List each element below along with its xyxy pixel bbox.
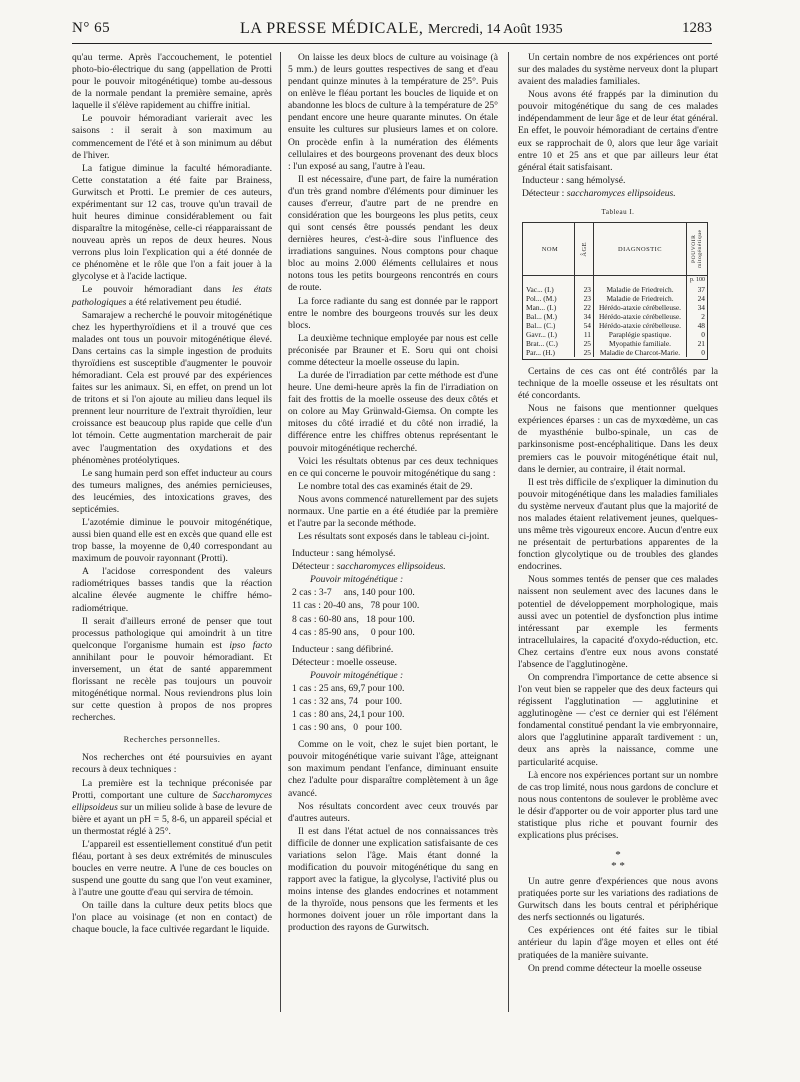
separator-star: * bbox=[615, 849, 621, 862]
text-span: Il serait d'ailleurs erroné de penser que tout processus pathologique qui amoindrit à un titre quelconque l'organisme humain est bbox=[72, 615, 272, 651]
patient-group: (I.) bbox=[544, 285, 554, 295]
table-cell-diagnosis: Maladie de Friedreich. bbox=[593, 285, 686, 294]
paragraph: Nos résultats concordent avec ceux trouvés par d'autres auteurs. bbox=[288, 800, 498, 824]
column-header-age: ÂGE bbox=[580, 241, 588, 257]
text-span: Détecteur : bbox=[292, 561, 337, 573]
table-row bbox=[523, 303, 707, 312]
table-cell-power: 0 bbox=[686, 348, 707, 357]
table-cell bbox=[593, 276, 686, 285]
table-cell bbox=[574, 276, 593, 285]
patient-name: Pol... bbox=[526, 294, 542, 304]
section-separator bbox=[518, 850, 718, 872]
table-cell bbox=[523, 276, 574, 285]
paragraph: On taille dans la culture deux petits blocs que l'on place au voisinage (et non en contact) de chaque boucle, la face cultivée regardant le liquide. bbox=[72, 900, 272, 936]
table-cell-diagnosis: Myopathie familiale. bbox=[593, 339, 686, 348]
paragraph: L'appareil est essentiellement constitué d'un petit fléau, portant à ses deux extrémités de minuscules boucles en verre neutre. A l'une de ces boucles on suspend une goutte du sang que l'on veut examiner, à l'autre une goutte d'eau qui servira de témoin. bbox=[72, 838, 272, 899]
paragraph: On prend comme détecteur la moelle osseuse bbox=[528, 962, 702, 974]
column-divider bbox=[508, 52, 509, 1012]
paragraph: Nous avons été frappés par la diminution du pouvoir mitogénétique du sang de ces malades indépendamment de leur âge et de leur état général. En effet, le pouvoir hémoradiant de certains d'entre eux se rapprochait de 0, alors que leur âge variait entre 10 et 25 ans et que par ailleurs leur état général était satisfaisant. bbox=[518, 89, 718, 173]
issue-number: N° 65 bbox=[72, 20, 111, 36]
table-row bbox=[523, 285, 707, 294]
paragraph: Un autre genre d'expériences que nous avons pratiquées porte sur les variations des radiations de Gurwitsch dans les bouts central et périphérique des nerfs sectionnés ou ligaturés. bbox=[518, 876, 718, 924]
paragraph: Nos recherches ont été poursuivies en ayant recours à deux techniques : bbox=[72, 752, 272, 776]
inducer-line: Inducteur : sang hémolysé. bbox=[522, 174, 626, 186]
result-line: 1 cas : 32 ans, 74 pour 100. bbox=[292, 695, 403, 707]
paragraph: La durée de l'irradiation par cette méthode est d'une heure. Une demi-heure après la fin de l'irradiation on fait des frottis de la moelle osseuse des deux côtés et on colore au May Grünwald-Giemsa. On compte les mitoses du côté irradié et du côté non irradié, la différence entre les chiffres obtenus représentant le pouvoir mitogénétique recherché. bbox=[288, 370, 498, 454]
results-block-1 bbox=[288, 548, 498, 639]
header-rule bbox=[72, 43, 712, 44]
table-cell-age: 22 bbox=[574, 303, 593, 312]
result-line: 1 cas : 80 ans, 24,1 pour 100. bbox=[292, 709, 405, 721]
table-cell-diagnosis: Hérédo-ataxie cérébelleuse. bbox=[593, 321, 686, 330]
paragraph bbox=[72, 284, 272, 308]
detector-line: Détecteur : moelle osseuse. bbox=[292, 656, 397, 668]
journal-name: LA PRESSE MÉDICALE, bbox=[240, 20, 424, 37]
table-cell-name bbox=[523, 285, 574, 294]
paragraph: Comme on le voit, chez le sujet bien portant, le pouvoir mitogénétique varie suivant l'âge, atteignant son maximum pendant l'enfance, diminuant ensuite chez l'adulte pour disparaître complètement à un âge avancé. bbox=[288, 739, 498, 799]
patient-name: Brat... bbox=[526, 339, 545, 349]
italic-span: les états pathologiques bbox=[72, 284, 272, 308]
unit-cell: p. 100 bbox=[686, 276, 707, 285]
inducer-line: Inducteur : sang défibriné. bbox=[292, 643, 394, 655]
paragraph: Nous ne faisons que mentionner quelques expériences éparses : un cas de myxœdème, un cas de myasthénie bulbo-spinale, un cas de parkinsonisme post-encéphalitique. Dans les deux premiers cas le pouvoir mitogénétique était nul, dans le dernier, au contraire, il était normal. bbox=[518, 403, 718, 475]
table-cell-diagnosis: Maladie de Friedreich. bbox=[593, 294, 686, 303]
section-heading: Recherches personnelles. bbox=[123, 735, 221, 745]
page-number: 1283 bbox=[682, 20, 712, 36]
paragraph: Un certain nombre de nos expériences ont porté sur des malades du système nerveux dont la plupart avaient des maladies familiales. bbox=[518, 52, 718, 88]
table-cell-name bbox=[523, 321, 574, 330]
table-cell-name bbox=[523, 294, 574, 303]
italic-span: saccharomyces ellipsoideus. bbox=[336, 561, 446, 573]
paragraph: Certains de ces cas ont été contrôlés par la technique de la moelle osseuse et les résultats ont été concordants. bbox=[518, 366, 718, 402]
paragraph: Les résultats sont exposés dans le tableau ci-joint. bbox=[298, 531, 490, 543]
paragraph bbox=[72, 616, 272, 725]
table-cell-age: 25 bbox=[574, 348, 593, 357]
table-cell-age: 34 bbox=[574, 312, 593, 321]
table-row bbox=[523, 294, 707, 303]
page-header bbox=[72, 20, 712, 42]
table-cell-diagnosis: Hérédo-ataxie cérébelleuse. bbox=[593, 303, 686, 312]
table-cell-name bbox=[523, 303, 574, 312]
paragraph: Nous sommes tentés de penser que ces malades naissent non seulement avec des lacunes dans le potentiel de développement morphologique, mais aussi avec un potentiel de dysfonction plus intime intéressant par exemple les ferments intracellulaires, la capacité d'oxydo-réduction, etc. Chez certains d'entre eux nous avons constaté l'absence de l'agglutinogène. bbox=[518, 574, 718, 670]
table-row bbox=[523, 312, 707, 321]
result-line: 1 cas : 90 ans, 0 pour 100. bbox=[292, 722, 403, 734]
column-header-pouvoir-cell bbox=[686, 223, 707, 275]
detector-line bbox=[292, 561, 498, 573]
result-line: 1 cas : 25 ans, 69,7 pour 100. bbox=[292, 682, 405, 694]
result-line: 4 cas : 85-90 ans, 0 pour 100. bbox=[292, 626, 415, 638]
patient-group: (C.) bbox=[543, 321, 556, 331]
paragraph: Le nombre total des cas examinés était de 29. bbox=[298, 480, 473, 492]
paragraph: Ces expériences ont été faites sur le tibial antérieur du lapin d'âge moyen et elles ont été pratiquées de la manière suivante. bbox=[518, 925, 718, 961]
paragraph: La deuxième technique employée par nous est celle préconisée par Brauner et E. Soru qui ont choisi comme détecteur la moelle osseuse du lapin. bbox=[288, 332, 498, 368]
patient-group: (I.) bbox=[547, 330, 558, 340]
table-cell-diagnosis: Paraplégie spastique. bbox=[593, 330, 686, 339]
inducer-line: Inducteur : sang hémolysé. bbox=[292, 548, 396, 560]
table-1 bbox=[522, 222, 708, 360]
column-header-nom: NOM bbox=[541, 245, 559, 253]
table-cell-power: 24 bbox=[686, 294, 707, 303]
result-line: 8 cas : 60-80 ans, 18 pour 100. bbox=[292, 613, 415, 625]
result-subheading: Pouvoir mitogénétique : bbox=[310, 669, 404, 681]
table-cell-diagnosis: Hérédo-ataxie cérébelleuse. bbox=[593, 312, 686, 321]
table-cell-power: 37 bbox=[686, 285, 707, 294]
paragraph: L'azotémie diminue le pouvoir mitogénétique, aussi bien quand elle est en excès que quand elle est trop basse, la moyenne de 0,40 correspondant au maximum de pouvoir rayonnant (Protti). bbox=[72, 516, 272, 565]
patient-group: (M.) bbox=[543, 294, 557, 304]
italic-span: Saccharomyces ellipsoideus bbox=[72, 789, 272, 813]
paragraph: Voici les résultats obtenus par ces deux techniques en ce qui concerne le pouvoir mitogénétique du sang : bbox=[288, 455, 498, 479]
patient-group: (C.) bbox=[546, 339, 558, 349]
column-3 bbox=[518, 52, 718, 976]
patient-group: (M.) bbox=[543, 312, 558, 322]
text-span: La première est la technique préconisée par Protti, comportant une culture de bbox=[72, 777, 272, 801]
results-block-2 bbox=[288, 644, 498, 735]
table-cell-age: 11 bbox=[574, 330, 593, 339]
paragraph: Le pouvoir hémoradiant varierait avec les saisons : il serait à son maximum au commencement de l'été et à son minimum au début de l'hiver. bbox=[72, 113, 272, 161]
patient-name: Par... bbox=[526, 348, 541, 358]
paragraph: A l'acidose correspondent des valeurs radiométriques basses tandis que la réaction alcaline élevée augmente le chiffre hémo-radiométrique. bbox=[72, 566, 272, 614]
detector-line bbox=[522, 188, 718, 200]
text-span: Détecteur : bbox=[522, 187, 567, 199]
table-cell-power: 34 bbox=[686, 303, 707, 312]
result-line: 2 cas : 3-7 ans, 140 pour 100. bbox=[292, 587, 415, 599]
paragraph: Le sang humain perd son effet inducteur au cours des tumeurs malignes, des anémies pernicieuses, des leucémies, des intoxications graves, des septicémies. bbox=[72, 467, 272, 515]
table-cell-power: 48 bbox=[686, 321, 707, 330]
paragraph: Là encore nos expériences portant sur un nombre de cas trop limité, nous nous gardons de conclure et nous nous contentons de soulever le problème avec le désir d'apporter ou de voir apporter plus tard une statistique plus riche et pouvant fournir des explications plus précises. bbox=[518, 769, 718, 841]
result-subheading: Pouvoir mitogénétique : bbox=[310, 574, 404, 586]
column-header-diagnostic: DIAGNOSTIC bbox=[593, 223, 686, 275]
paragraph: Il est nécessaire, d'une part, de faire la numération d'un très grand nombre d'éléments pour diminuer les causes d'erreur, d'autre part de ne prendre en considération que les bourgeons les plus petits, ceux qui sont censés être poussés pendant les deux dernières heures, c'est-à-dire sous l'influence des irradiations sanguines. Nous comptons pour chaque bloc au moins 2.000 éléments cellulaires et nous notons tous les petits bourgeons rencontrés en cours de route. bbox=[288, 173, 498, 294]
paragraph: qu'au terme. Après l'accouchement, le potentiel photo-bio-électrique du sang (appellation de Protti pour le pouvoir mitogénétique) tombe au-dessous de la normale pendant la première semaine, après laquelle il s'élève rapidement au chiffre initial. bbox=[72, 52, 272, 112]
paragraph bbox=[72, 778, 272, 838]
paragraph: Samarajew a recherché le pouvoir mitogénétique chez les hyperthyroïdiens et il a trouvé que ces malades ont tous un pouvoir mitogénétique élevé. Dans certains cas la simple ingestion de produits thyroïdiens est susceptible d'augmenter le pouvoir hémoradiant. Cela est prouvé par des expériences faites sur les animaux. Si, en effet, on prend un lot de tritons et si l'on ajoute au milieu dans lequel ils prennent leur nourriture de l'extrait thyroïdien, leur croissance est beaucoup plus rapide que celle d'un lot témoin. Cette augmentation marcherait de pair avec l'augmentation des oxydations et des phénomènes protéolytiques. bbox=[72, 309, 272, 466]
patient-group: (H.) bbox=[542, 348, 555, 358]
text-span: annihilant pour le pouvoir hémoradiant. Et inversement, un état de santé apparemment florissant ne recèle pas toujours un pouvoir mitogénétique normal. Nous reviendrons plus loin sur cette question à propos de nos propres recherches. bbox=[72, 651, 272, 724]
column-1 bbox=[72, 52, 272, 938]
paragraph: Il est très difficile de s'expliquer la diminution du pouvoir mitogénétique dans les maladies familiales du système nerveux d'autant plus que la majorité de nos malades étaient relativement jeunes, quelques-uns même très vigoureux encore. Aucun d'entre eux ne présentait de perturbations apparentes de la fonction glycolytique ou de troubles des glandes endocrines. bbox=[518, 476, 718, 573]
table-row bbox=[523, 321, 707, 330]
patient-group: (I.) bbox=[546, 303, 557, 313]
table-unit-row bbox=[523, 276, 707, 285]
table-cell-age: 23 bbox=[574, 294, 593, 303]
table-cell-age: 54 bbox=[574, 321, 593, 330]
column-header-pouvoir: POUVOIR mitogénétique bbox=[691, 229, 703, 269]
text-span: a été relativement peu étudié. bbox=[126, 296, 242, 308]
table-cell-name bbox=[523, 312, 574, 321]
table-row bbox=[523, 339, 707, 348]
paragraph: La fatigue diminue la faculté hémoradiante. Cette constatation a été faite par Brainess, Gurwitsch et Protti. Le premier de ces auteurs, expérimentant sur 12 cas, trouve qu'un travail de huit heures diminue considérablement ou fait disparaître la mitogénèse, celle-ci réapparaissant de nouveau après un repos de deux heures. Nous verrons plus loin l'explication qui a été donnée de ce phénomène et le rôle que l'on a fait jouer à la glycolyse et à l'acide lactique. bbox=[72, 162, 272, 283]
table-cell-power: 0 bbox=[686, 330, 707, 339]
separator-stars: * * bbox=[611, 860, 625, 873]
patient-name: Bal... bbox=[526, 321, 542, 331]
table-cell-name bbox=[523, 339, 574, 348]
paragraph: La force radiante du sang est donnée par le rapport entre le nombre des bourgeons trouvés sur les deux blocs. bbox=[288, 295, 498, 331]
table-cell-age: 25 bbox=[574, 339, 593, 348]
table-header bbox=[523, 223, 707, 276]
table-body bbox=[523, 276, 707, 359]
result-line: 11 cas : 20-40 ans, 78 pour 100. bbox=[292, 600, 420, 612]
table-cell-power: 21 bbox=[686, 339, 707, 348]
text-span: Le pouvoir hémoradiant dans bbox=[82, 284, 233, 296]
table-cell-name bbox=[523, 330, 574, 339]
table-title: Tableau I. bbox=[601, 207, 635, 216]
paragraph: On laisse les deux blocs de culture au voisinage (à 5 mm.) de leurs gouttes respectives de sang et d'eau pendant quinze minutes à la température de 25°. Puis on enlève le fléau portant les boucles de liquide et on abandonne les blocs de culture à la température de 25° pendant encore une heure quarante minutes. On étale ensuite les cultures sur plusieurs lames et on colore. On procède enfin à la numération des éléments cellulaires et des bourgeons provenant des deux blocs : l'un exposé au sang, l'autre à l'eau. bbox=[288, 52, 498, 172]
column-divider bbox=[280, 52, 281, 1012]
table-row bbox=[523, 348, 707, 357]
issue-date: Mercredi, 14 Août 1935 bbox=[428, 22, 563, 37]
patient-name: Bal... bbox=[526, 312, 542, 322]
column-header-age-cell bbox=[574, 223, 593, 275]
journal-title bbox=[240, 20, 563, 38]
table-cell-power: 2 bbox=[686, 312, 707, 321]
text-span: sur un milieu solide à base de levure de bière et ayant un pH = 5, 8-6, un appareil spécial et un thermostat réglé à 25°. bbox=[72, 801, 272, 837]
table-cell-age: 23 bbox=[574, 285, 593, 294]
table-cell-name bbox=[523, 348, 574, 357]
table-cell-diagnosis: Maladie de Charcot-Marie. bbox=[593, 348, 686, 357]
table-row bbox=[523, 330, 707, 339]
patient-name: Vac... bbox=[526, 285, 543, 295]
patient-name: Man... bbox=[526, 303, 546, 313]
italic-span: saccharomyces ellipsoideus. bbox=[566, 187, 676, 199]
paragraph: Nous avons commencé naturellement par des sujets normaux. Une partie en a été étudiée par la première et l'autre par la seconde méthode. bbox=[288, 493, 498, 529]
paragraph: Il est dans l'état actuel de nos connaissances très difficile de donner une explication satisfaisante de ces variations selon l'âge. Mais étant donné la modification du pouvoir mitogénétique du sang en rapport avec la fatigue, la glycolyse, l'activité plus ou moins intense des glandes endocrines et notamment de la thyroïde, nous pensons que les ferments et les hormones doivent jouer un rôle important dans la production des rayons de Gurwitsch. bbox=[288, 825, 498, 934]
italic-span: ipso facto bbox=[229, 639, 272, 651]
column-2 bbox=[288, 52, 498, 935]
patient-name: Gavr... bbox=[526, 330, 546, 340]
paragraph: On comprendra l'importance de cette absence si l'on veut bien se rappeler que des deux facteurs qui régissent l'agglutination — agglutinine et agglutinogène — c'est ce dernier qui est l'élément fondamental constitué pendant la vie embryonnaire, alors que l'agglutinine apparaît tardivement : un, deux ans après la naissance, comme une particularité acquise. bbox=[518, 671, 718, 768]
